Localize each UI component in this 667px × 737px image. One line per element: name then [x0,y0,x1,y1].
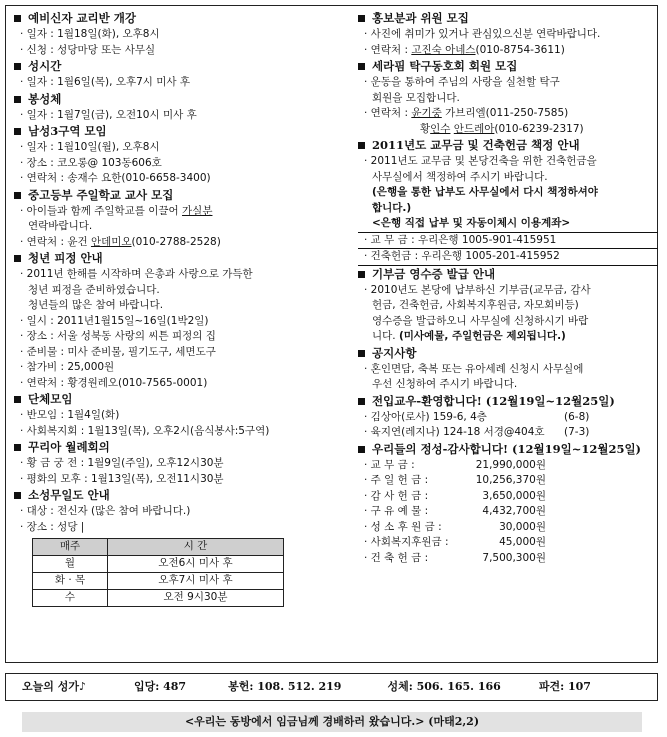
heading-text: 전입교우-환영합니다! (12월19일~12월25일) [372,393,615,408]
offering-label: · 사회복지후원금 : [364,536,449,548]
table-row [33,573,284,590]
heading-text: 2011년도 교무금 및 건축헌금 책정 안내 [372,138,580,152]
bullet-square-icon [358,142,365,149]
info-line: · 사회복지회 : 1월13일(목), 오후2시(음식봉사:5구역) [20,424,270,437]
notice-section [356,345,658,393]
offering-row [356,504,658,520]
heading-text: 남성3구역 모임 [28,124,107,138]
section-heading [12,187,342,204]
day-cell: 화 · 목 [33,573,108,590]
offering-row [356,520,658,536]
bullet-square-icon [14,15,21,22]
info-line [356,122,658,138]
info-line: · 사진에 취미가 있거나 관심있으신분 연락바랍니다. [364,28,601,40]
section-heading [12,250,342,267]
info-line: · 장소 : 코오롱@ 103동606호 [20,156,162,169]
section-heading [12,58,342,75]
info-line: · 혼인면담, 축복 또는 유아세례 신청시 사무실에 [364,362,584,375]
section-heading [12,123,342,140]
info-line: 사무실에서 책정하여 주시기 바랍니다. [372,170,548,183]
text-part: · 연락처 : 윤건 [20,235,91,248]
bank-account-line: · 건축헌금 : 우리은행 1005-201-415952 [358,248,658,266]
text-part: 가실분 [182,204,213,217]
info-line [356,43,658,59]
newcomer-name: · 육지연(레지나) 124-18 서경@404호 [364,426,545,438]
info-line: · 2010년도 본당에 납부하신 기부금(교무금, 감사 [364,283,591,296]
offering-label: · 건 축 헌 금 : [364,551,429,564]
group-meeting-section [12,391,342,439]
info-line: <은행 직접 납부 및 자동이체시 이용계좌> [372,217,571,229]
text-part: 니다. [372,330,399,342]
offering-label: · 구 유 예 물 : [364,505,429,517]
offering-row [356,473,658,489]
offering-label: · 감 사 헌 금 : [364,489,429,502]
info-line: · 일자 : 1월10일(월), 오후8시 [20,141,160,153]
newcomer-zone: (6-8) [564,410,590,423]
offering-row [356,489,658,505]
heading-text: 기부금 영수증 발급 안내 [372,266,496,281]
bullet-square-icon [358,63,365,70]
info-line: · 일시 : 2011년1월15일~16일(1박2일) [20,314,209,327]
left-column [12,10,342,607]
section-heading [356,441,658,458]
info-line: · 신청 : 성당마당 또는 사무실 [20,43,156,56]
info-line: · 평화의 모후 : 1월13일(목), 오전11시30분 [20,472,224,485]
time-cell: 오전6시 미사 후 [108,556,284,573]
text-part: · 아이들과 함께 주일학교를 이끌어 [20,204,183,217]
info-line: · 일자 : 1월6일(목), 오후7시 미사 후 [20,76,191,88]
offering-label: · 주 일 헌 금 : [364,474,429,486]
info-line: 영수증을 발급하오니 사무실에 신청하시기 바랍 [372,314,589,327]
bullet-square-icon [14,255,21,262]
text-part: (미사예물, 주일헌금은 제외됩니다.) [398,330,566,342]
info-line [12,204,342,220]
heading-text: 홍보분과 위원 모집 [372,11,469,25]
info-line: · 운동을 통하여 주님의 사랑을 실천할 탁구 [364,76,560,88]
heading-text: 소성무일도 안내 [28,488,110,502]
bullet-square-icon [358,350,365,357]
text-part: · 연락처 : [364,43,412,56]
info-line: · 대상 : 전신자 (많은 참여 바랍니다.) [20,505,191,517]
section-heading [356,266,658,283]
offering-amount: 45,000원 [499,536,546,548]
heading-text: 예비신자 교리반 개강 [28,11,136,25]
heading-text: 청년 피정 안내 [28,251,103,265]
communion-visit-section [12,91,342,124]
time-cell: 오전 9시30분 [108,590,284,607]
bullet-square-icon [14,128,21,135]
info-line: · 반모임 : 1월4일(화) [20,409,120,421]
info-line: 청년 피정을 준비하였습니다. [28,283,160,296]
info-line: 합니다.) [372,201,412,214]
offering-row [356,551,658,567]
info-line: (은행을 통한 납부도 사무실에서 다시 책정하셔야 [372,186,598,198]
bullet-square-icon [14,192,21,199]
entrance-hymn: 입당: 487 [133,680,187,694]
info-line: · 장소 : 성당 | [20,520,85,533]
info-line [356,329,658,345]
teacher-recruit-section [12,187,342,251]
bank-account-line: · 교 무 금 : 우리은행 1005-901-415951 [358,232,658,249]
receipt-section [356,266,658,345]
newcomer-zone: (7-3) [564,426,590,438]
offering-row [356,458,658,474]
text-part: (010-8754-3611) [475,43,565,56]
bullet-square-icon [358,271,365,278]
info-line: · 장소 : 서울 성북동 사랑의 씨튼 피정의 집 [20,330,216,342]
text-part: 황 [420,122,431,135]
bullet-square-icon [14,96,21,103]
info-line: · 준비물 : 미사 준비물, 필기도구, 세면도구 [20,345,216,358]
heading-text: 세라핌 탁구동호회 회원 모집 [372,59,518,73]
info-line: · 일자 : 1월18일(화), 오후8시 [20,28,160,40]
bullet-square-icon [358,15,365,22]
section-heading [12,10,342,27]
info-line [356,106,658,122]
section-heading [356,10,658,27]
offering-amount: 21,990,000원 [475,458,546,471]
hymn-label: 오늘의 성가♪ [22,680,86,694]
section-heading [12,487,342,504]
section-heading [12,391,342,408]
right-column [356,10,658,566]
bullet-square-icon [14,444,21,451]
heading-text: 단체모임 [28,392,73,406]
info-line: · 2011년도 교무금 및 본당건축을 위한 건축헌금을 [364,155,597,167]
heading-text: 중고등부 주일학교 교사 모집 [28,187,174,202]
communion-hymn: 성체: 506. 165. 166 [387,680,501,694]
column-header: 시 간 [108,539,284,556]
hymn-bar [5,673,658,701]
heading-text: 공지사항 [372,345,417,360]
bullet-square-icon [14,63,21,70]
newcomer-row [356,410,658,426]
newcomer-row [356,425,658,441]
offering-label: · 교 무 금 : [364,458,415,471]
offerings-section [356,441,658,567]
table-header-row [33,539,284,556]
newcomers-section [356,393,658,441]
scripture-verse: <우리는 동방에서 임금님께 경배하러 왔습니다.> (마태2,2) [22,712,642,732]
offering-label: · 성 소 후 원 금 : [364,520,442,533]
info-line: 연락바랍니다. [28,220,93,232]
text-part: (010-2788-2528) [131,235,221,248]
pr-committee-section [356,10,658,58]
info-line: · 연락처 : 송재수 요한(010-6658-3400) [20,172,211,184]
text-part: 윤기중 [411,107,442,119]
prayer-section [12,487,342,607]
info-line: 청년들의 많은 참여 바랍니다. [28,299,164,311]
info-line [12,235,342,251]
dismissal-hymn: 파견: 107 [538,680,591,694]
holy-hour-section [12,58,342,91]
offering-amount: 30,000원 [499,520,546,533]
info-line: 우선 신청하여 주시기 바랍니다. [372,378,518,390]
column-header: 매주 [33,539,108,556]
day-cell: 월 [33,556,108,573]
text-part: 안드레아 [453,122,495,135]
info-line: 헌금, 건축헌금, 사회복지후원금, 자모회비등) [372,299,579,311]
section-heading [356,345,658,362]
offertory-hymn: 봉헌: 108. 512. 219 [228,680,342,694]
time-cell: 오후7시 미사 후 [108,573,284,590]
info-line: · 참가비 : 25,000원 [20,361,115,373]
newcomer-name: · 김상아(로사) 159-6, 4층 [364,410,487,423]
section-heading [356,137,658,154]
offering-amount: 7,500,300원 [482,551,546,564]
district-meeting-section [12,123,342,187]
table-row [33,556,284,573]
bullet-square-icon [358,398,365,405]
info-line: · 연락처 : 황경원레오(010-7565-0001) [20,376,208,389]
dues-section [356,137,658,266]
text-part: · 연락처 : [364,107,412,119]
section-heading [356,393,658,410]
text-part: (010-6239-2317) [494,122,584,135]
bullet-square-icon [14,396,21,403]
catechumen-section [12,10,342,58]
text-part: 고진숙 아네스 [411,43,476,56]
table-tennis-section [356,58,658,137]
offering-amount: 4,432,700원 [482,505,546,517]
text-part: 인수 [430,122,451,135]
section-heading [12,91,342,108]
heading-text: 성시간 [28,59,62,73]
text-part: 가브리엘(011-250-7585) [441,107,569,119]
section-heading [356,58,658,75]
offering-row [356,535,658,551]
offering-amount: 3,650,000원 [482,489,546,502]
info-line: 회원을 모집합니다. [372,91,460,104]
table-row [33,590,284,607]
day-cell: 수 [33,590,108,607]
info-line: · 황 금 궁 전 : 1월9일(주일), 오후12시30분 [20,457,224,469]
info-line: · 일자 : 1월7일(금), 오전10시 미사 후 [20,108,197,121]
heading-text: 봉성체 [28,91,62,106]
curia-section [12,439,342,487]
section-heading [12,439,342,456]
text-part: 안데미오 [90,235,132,248]
heading-text: 꾸리아 월례회의 [28,440,110,454]
bullet-square-icon [14,492,21,499]
info-line: · 2011년 한해를 시작하며 은총과 사랑으로 가득한 [20,268,253,280]
heading-text: 우리들의 정성-감사합니다! (12월19일~12월25일) [372,441,641,456]
prayer-schedule-table [32,538,284,607]
offering-amount: 10,256,370원 [475,474,546,486]
youth-retreat-section [12,250,342,391]
bullet-square-icon [358,446,365,453]
